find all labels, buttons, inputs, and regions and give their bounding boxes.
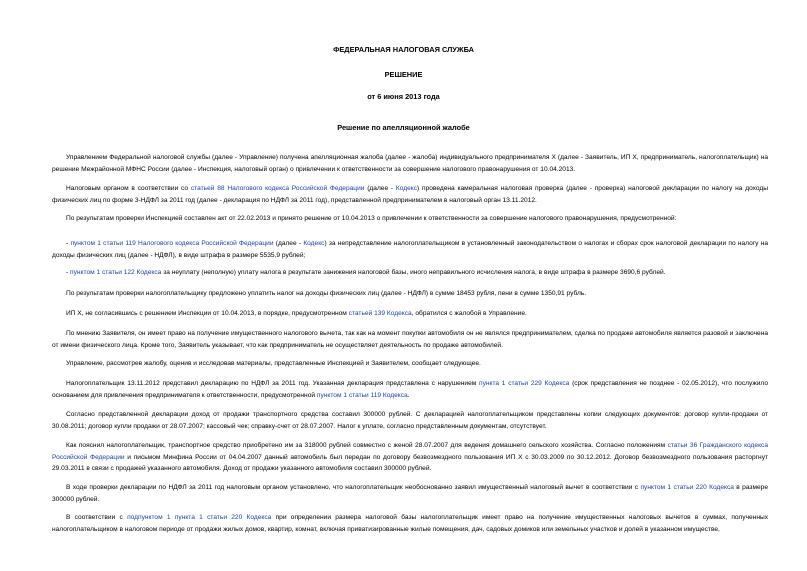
paragraph-text: В ходе проверки декларации по НДФЛ за 2011 год налоговым органом установлено, что налогоплательщик необоснованно заявил имущественный налоговый вычет в соответствии с xyxy=(66,484,641,491)
paragraph xyxy=(52,358,768,370)
paragraph-text: . xyxy=(407,391,410,399)
paragraph-text: за неуплату (неполную) уплату налога в результате занижения налоговой базы, иного неправильного исчисления налога, в виде штрафа в размере 3690,6 рублей. xyxy=(161,269,666,276)
paragraph-text: в размере 300000 рублей. xyxy=(52,484,768,503)
paragraph-text: Налоговым органом в соответствии со xyxy=(66,185,191,192)
law-reference-link[interactable]: пунктом 1 статьи 119 Налогового кодекса Российской Федерации xyxy=(70,240,274,247)
paragraph-text: (далее - xyxy=(273,240,304,247)
paragraph-text: (далее - xyxy=(364,185,396,192)
paragraph xyxy=(52,440,768,475)
paragraph-text: Налогоплательщик 13.11.2012 представил декларацию по НДФЛ за 2011 год. Указанная декларация представлена с нарушением xyxy=(66,380,479,387)
paragraph-text: (срок представления не позднее - 02.05.2012), что послужило основанием для привлечения предпринимателя к ответственности, предусмотренной xyxy=(52,380,769,399)
agency-heading: ФЕДЕРАЛЬНАЯ НАЛОГОВАЯ СЛУЖБА xyxy=(333,45,474,54)
document-type-heading: РЕШЕНИЕ xyxy=(384,70,423,79)
paragraph-text: ИП X, не согласившись с решением Инспекции от 10.04.2013, в порядке, предусмотренном xyxy=(66,310,349,317)
document-title: Решение по апелляционной жалобе xyxy=(337,123,470,132)
paragraph xyxy=(52,378,768,401)
law-reference-link[interactable]: Кодекс xyxy=(395,185,418,192)
paragraph-text: По результатам проверки налогоплательщику предложено уплатить налог на доходы физических лиц (далее - НДФЛ) в сумме 18453 рубля, пени в сумме 1350,91 рубль. xyxy=(66,290,587,297)
paragraph-text: и письмом Минфина России от 04.04.2007 данный автомобиль был передан по договору безвозмездного пользования ИП X с 30.03.2009 по 30.12.2012. Договор безвозмездного пользования расторгнут 29.03.2011 в связи с продажей указанного автомобиля. Доход от продажи указанного автомобиля составил 300000 рублей. xyxy=(52,453,769,473)
paragraph-text: - xyxy=(66,240,71,247)
paragraph xyxy=(52,238,768,261)
paragraph xyxy=(52,288,768,300)
paragraph-text: По мнению Заявителя, он имеет право на получение имущественного налогового вычета, так как на момент покупки автомобиля он не являлся предпринимателем, сделка по продаже автомобиля является разовой и заключена от имени физического лица. Кроме того, Заявитель указывает, что как предприниматель не осуществляет деятельность по продаже автомобилей. xyxy=(52,330,768,349)
paragraph-text: В соответствии с xyxy=(66,514,128,521)
paragraph-text: Управление, рассмотрев жалобу, оценив и исследовав материалы, представленные Инспекцией и Заявителем, сообщает следующее. xyxy=(66,360,481,367)
law-reference-link[interactable]: статьи 36 Гражданского кодекса Российской Федерации xyxy=(52,442,768,461)
law-reference-link[interactable]: статьей 88 Налогового кодекса Российской Федерации xyxy=(190,185,365,192)
paragraph xyxy=(52,213,768,225)
law-reference-link[interactable]: подпунктом 1 пункта 1 статьи 220 Кодекса xyxy=(127,514,272,521)
paragraph-text: Как пояснил налогоплательщик, транспортное средство приобретено им за 318000 рублей совместно с женой 28.07.2007 для ведения домашнего сельского хозяйства. Согласно положениям xyxy=(66,442,668,449)
paragraph-text: Согласно представленной декларации доход от продажи транспортного средства составил 300000 рублей. С декларацией налогоплательщиком представлены копии следующих документов: договор купли-продажи от 30.08.2011; договор купли продажи от 28.07.2007; кассовый чек; справку-счет от 28.07.2007. Налог к уплате, согласно представленным документам, отсутствует. xyxy=(52,411,768,430)
paragraph-text: По результатам проверки Инспекцией составлен акт от 22.02.2013 и принято решение от 10.04.2013 о привлечении к ответственности за совершение налогового правонарушения, предусмотренной: xyxy=(66,215,677,222)
paragraph xyxy=(52,183,768,206)
paragraph-text: ) проведена камеральная налоговая проверка (далее - проверка) налоговой декларации по налогу на доходы физических лиц по форме 3-НДФЛ за 2011 год (далее - декларация по НДФЛ за 2011 год), представленной предпринимателем в налоговый орган 13.11.2012. xyxy=(52,185,768,204)
paragraph xyxy=(52,308,768,320)
paragraph-text: ) за непредставление налогоплательщиком в установленный законодательством о налогах и сборах срок налоговой декларации по налогу на доходы физических лиц (далее - НДФЛ), в виде штрафа в размере 5535,9 рублей; xyxy=(52,240,769,259)
paragraph xyxy=(52,152,768,175)
paragraph xyxy=(52,512,768,535)
law-reference-link[interactable]: статьей 139 Кодекса xyxy=(348,310,412,317)
paragraph xyxy=(52,328,768,351)
law-reference-link[interactable]: пункта 1 статьи 229 Кодекса xyxy=(479,380,570,387)
paragraph-text: , обратился с жалобой в Управление. xyxy=(411,310,527,317)
paragraph-text: при определении размера налоговой базы налогоплательщик имеет право на получение имущественных налоговых вычетов в суммах, полученных налогоплательщиком в налоговом периоде от продажи жилых домов, квартир, комнат, включая приватизированные жилые помещения, дач, садовых домиков или земельных участков и долей в указанном имуществе, xyxy=(52,514,768,533)
paragraph xyxy=(52,267,768,279)
law-reference-link[interactable]: пунктом 1 статьи 122 Кодекса xyxy=(70,269,162,276)
paragraph-text: - xyxy=(66,269,71,276)
paragraph-text: Управлением Федеральной налоговой службы (далее - Управление) получена апелляционная жалоба (далее - жалоба) индивидуального предпринимателя X (далее - Заявитель, ИП X, предприниматель, налогоплательщик) на решение Межрайонной МФНС России (далее - Инспекция, налоговый орган) о привлечении к ответственности за совершение налогового правонарушения от 10.04.2013. xyxy=(52,154,768,173)
law-reference-link[interactable]: пунктом 1 статьи 220 Кодекса xyxy=(640,484,734,491)
document-date: от 6 июня 2013 года xyxy=(367,92,440,101)
law-reference-link[interactable]: Кодекс xyxy=(303,240,325,247)
law-reference-link[interactable]: пунктом 1 статьи 119 Кодекса xyxy=(316,391,408,399)
paragraph xyxy=(52,409,768,432)
paragraph xyxy=(52,482,768,505)
